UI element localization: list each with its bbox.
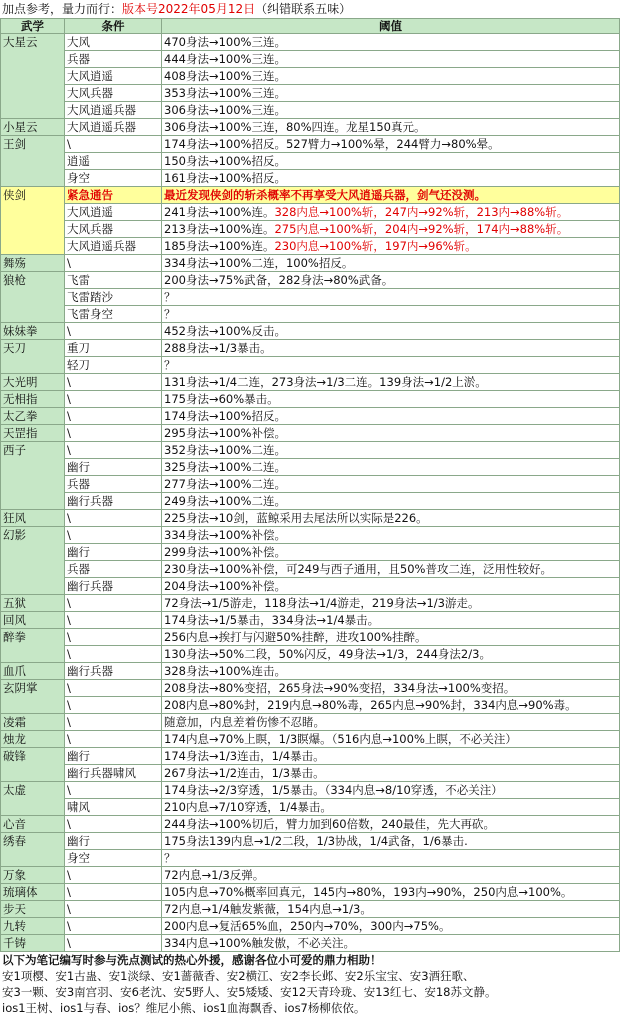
tiaojian-cell: 大风兵器 bbox=[65, 85, 162, 102]
thanks-line: 安3一颗、安3南宫羽、安6老沈、安5野人、安5矮矮、安12天青玲珑、安13红七、安18苏文静。 bbox=[2, 985, 497, 999]
wuxue-cell: 王剑 bbox=[1, 136, 65, 187]
wuxue-cell: 万象 bbox=[1, 867, 65, 884]
yuzhi-cell: 244身法→100%切后，臂力加到60倍数，240最佳，先大再砍。 bbox=[162, 816, 620, 833]
wuxue-cell: 天刀 bbox=[1, 340, 65, 374]
tiaojian-cell: 幽行 bbox=[65, 748, 162, 765]
table-row bbox=[1, 527, 620, 544]
yuzhi-cell: 256内息→挨打与闪避50%挂醉，进攻100%挂醉。 bbox=[162, 629, 620, 646]
thanks-line: ios1王树、ios1与春、ios？维尼小熊、ios1血海飘香、ios7杨柳依依。 bbox=[2, 1001, 366, 1015]
tiaojian-cell: 兵器 bbox=[65, 476, 162, 493]
tiaojian-cell: \ bbox=[65, 323, 162, 340]
wuxue-cell: 五狱 bbox=[1, 595, 65, 612]
table-row bbox=[1, 221, 620, 238]
table-row bbox=[1, 731, 620, 748]
yuzhi-cell bbox=[162, 204, 620, 221]
wuxue-cell: 舞殇 bbox=[1, 255, 65, 272]
tiaojian-cell: 大风逍遥 bbox=[65, 68, 162, 85]
wuxue-cell: 破锋 bbox=[1, 748, 65, 782]
yuzhi-text: 241身法→100%连。 bbox=[164, 205, 275, 219]
tiaojian-cell: \ bbox=[65, 595, 162, 612]
wuxue-cell: 玄阴掌 bbox=[1, 680, 65, 714]
yuzhi-cell: 200身法→75%武备，282身法→80%武备。 bbox=[162, 272, 620, 289]
tiaojian-cell: 大风逍遥兵器 bbox=[65, 102, 162, 119]
yuzhi-cell: 295身法→100%补偿。 bbox=[162, 425, 620, 442]
tiaojian-cell: \ bbox=[65, 255, 162, 272]
wuxue-cell: 回风 bbox=[1, 612, 65, 629]
table-row bbox=[1, 901, 620, 918]
table-row bbox=[1, 459, 620, 476]
tiaojian-cell: 幽行兵器 bbox=[65, 663, 162, 680]
yuzhi-cell: 352身法→100%二连。 bbox=[162, 442, 620, 459]
table-row bbox=[1, 238, 620, 255]
table-row bbox=[1, 425, 620, 442]
yuzhi-cell: 306身法→100%三连。 bbox=[162, 102, 620, 119]
table-body bbox=[1, 34, 620, 952]
table-row bbox=[1, 357, 620, 374]
yuzhi-cell: 72身法→1/5游走，118身法→1/4游走，219身法→1/3游走。 bbox=[162, 595, 620, 612]
tiaojian-cell: \ bbox=[65, 612, 162, 629]
yuzhi-cell: ？ bbox=[162, 306, 620, 323]
tiaojian-cell: 飞雷身空 bbox=[65, 306, 162, 323]
tiaojian-cell: \ bbox=[65, 918, 162, 935]
wuxue-cell: 妹妹拳 bbox=[1, 323, 65, 340]
yuzhi-cell: 210内息→7/10穿透，1/4暴击。 bbox=[162, 799, 620, 816]
wuxue-cell: 大星云 bbox=[1, 34, 65, 119]
yuzhi-cell: 306身法→100%三连，80%四连。龙星150真元。 bbox=[162, 119, 620, 136]
column-header-yuzhi: 阈值 bbox=[162, 19, 620, 34]
table-row bbox=[1, 476, 620, 493]
table-row bbox=[1, 85, 620, 102]
tiaojian-cell: \ bbox=[65, 816, 162, 833]
yuzhi-cell: 随意加，内息差着伤惨不忍睹。 bbox=[162, 714, 620, 731]
tiaojian-cell: 幽行兵器 bbox=[65, 578, 162, 595]
tiaojian-cell: 大风 bbox=[65, 34, 162, 51]
wuxue-cell: 西子 bbox=[1, 442, 65, 510]
tiaojian-cell: 逍遥 bbox=[65, 153, 162, 170]
yuzhi-cell: 325身法→100%二连。 bbox=[162, 459, 620, 476]
wuxue-cell: 烛龙 bbox=[1, 731, 65, 748]
yuzhi-cell: 470身法→100%三连。 bbox=[162, 34, 620, 51]
tiaojian-cell: 啸风 bbox=[65, 799, 162, 816]
wuxue-cell: 醉拳 bbox=[1, 629, 65, 663]
table-row bbox=[1, 102, 620, 119]
tiaojian-cell: 飞雷 bbox=[65, 272, 162, 289]
yuzhi-cell: 175身法→60%暴击。 bbox=[162, 391, 620, 408]
wuxue-cell: 心音 bbox=[1, 816, 65, 833]
table-row bbox=[1, 340, 620, 357]
tiaojian-cell: 大风逍遥兵器 bbox=[65, 238, 162, 255]
yuzhi-cell: 299身法→100%补偿。 bbox=[162, 544, 620, 561]
table-row bbox=[1, 255, 620, 272]
tiaojian-cell: \ bbox=[65, 408, 162, 425]
yuzhi-cell: ？ bbox=[162, 357, 620, 374]
tiaojian-cell: \ bbox=[65, 782, 162, 799]
thanks-section bbox=[0, 952, 619, 1016]
yuzhi-cell: 334身法→100%二连，100%招反。 bbox=[162, 255, 620, 272]
tiaojian-cell: \ bbox=[65, 425, 162, 442]
table-row bbox=[1, 170, 620, 187]
yuzhi-cell: 174身法→1/3连击，1/4暴击。 bbox=[162, 748, 620, 765]
table-row bbox=[1, 578, 620, 595]
yuzhi-cell: 328身法→100%连击。 bbox=[162, 663, 620, 680]
table-row bbox=[1, 612, 620, 629]
tiaojian-cell: \ bbox=[65, 901, 162, 918]
yuzhi-cell: 174身法→100%招反。 bbox=[162, 408, 620, 425]
yuzhi-cell: 249身法→100%二连。 bbox=[162, 493, 620, 510]
tiaojian-cell: \ bbox=[65, 391, 162, 408]
table-row bbox=[1, 544, 620, 561]
column-header-tiaojian: 条件 bbox=[65, 19, 162, 34]
wuxue-cell: 太乙拳 bbox=[1, 408, 65, 425]
table-row bbox=[1, 408, 620, 425]
wuxue-cell: 无相指 bbox=[1, 391, 65, 408]
table-row bbox=[1, 935, 620, 952]
table-row bbox=[1, 187, 620, 204]
table-row bbox=[1, 663, 620, 680]
wuxue-cell: 凌霜 bbox=[1, 714, 65, 731]
tiaojian-cell: 兵器 bbox=[65, 561, 162, 578]
table-row bbox=[1, 782, 620, 799]
table-row bbox=[1, 697, 620, 714]
tiaojian-cell: \ bbox=[65, 935, 162, 952]
table-row bbox=[1, 68, 620, 85]
tiaojian-cell: \ bbox=[65, 697, 162, 714]
table-row bbox=[1, 867, 620, 884]
thanks-line: 安1项樱、安1古蛊、安1淡绿、安1蔷薇香、安2横江、安2李长邺、安2乐宝宝、安3酒狂歌、 bbox=[2, 969, 475, 983]
tiaojian-cell: 幽行 bbox=[65, 544, 162, 561]
tiaojian-cell: \ bbox=[65, 442, 162, 459]
table-row bbox=[1, 204, 620, 221]
yuzhi-cell: 288身法→1/3暴击。 bbox=[162, 340, 620, 357]
tiaojian-cell: 飞雷踏沙 bbox=[65, 289, 162, 306]
table-row bbox=[1, 629, 620, 646]
table-row bbox=[1, 306, 620, 323]
table-row bbox=[1, 289, 620, 306]
yuzhi-cell: 174身法→1/5暴击，334身法→1/4暴击。 bbox=[162, 612, 620, 629]
table-row bbox=[1, 850, 620, 867]
wuxue-cell: 天罡指 bbox=[1, 425, 65, 442]
header-line bbox=[0, 0, 620, 18]
yuzhi-cell bbox=[162, 238, 620, 255]
yuzhi-cell: 72内息→1/3反弹。 bbox=[162, 867, 620, 884]
yuzhi-cell: 225身法→10剑，蓝鲸采用去尾法所以实际是226。 bbox=[162, 510, 620, 527]
version-label: 版本号2022年05月12日 bbox=[122, 2, 256, 16]
tiaojian-cell: 大风逍遥 bbox=[65, 204, 162, 221]
tiaojian-cell: \ bbox=[65, 680, 162, 697]
yuzhi-cell: 174身法→100%招反。527臂力→100%晕，244臂力→80%晕。 bbox=[162, 136, 620, 153]
yuzhi-cell: 161身法→100%招反。 bbox=[162, 170, 620, 187]
wuxue-cell: 太虚 bbox=[1, 782, 65, 816]
yuzhi-text: 185身法→100%连。 bbox=[164, 239, 275, 253]
tiaojian-cell: 幽行兵器啸风 bbox=[65, 765, 162, 782]
tiaojian-cell: 身空 bbox=[65, 170, 162, 187]
table-row bbox=[1, 51, 620, 68]
yuzhi-cell: 175身法139内息→1/2二段，1/3协战，1/4武备，1/6暴击. bbox=[162, 833, 620, 850]
thanks-heading: 以下为笔记编写时参与洗点测试的热心外援，感谢各位小可爱的鼎力相助！ bbox=[2, 953, 382, 967]
yuzhi-cell: 452身法→100%反击。 bbox=[162, 323, 620, 340]
yuzhi-cell: 174内息→70%上瞑，1/3瞑爆。（516内息→100%上瞑，不必关注） bbox=[162, 731, 620, 748]
table-row bbox=[1, 833, 620, 850]
tiaojian-cell: \ bbox=[65, 510, 162, 527]
yuzhi-cell: 105内息→70%概率回真元，145内→80%，193内→90%，250内息→100%。 bbox=[162, 884, 620, 901]
table-row bbox=[1, 561, 620, 578]
column-header-wuxue: 武学 bbox=[1, 19, 65, 34]
table-row bbox=[1, 918, 620, 935]
table-row bbox=[1, 646, 620, 663]
wuxue-cell: 绣春 bbox=[1, 833, 65, 867]
table-row bbox=[1, 799, 620, 816]
wuxue-cell: 千铸 bbox=[1, 935, 65, 952]
yuzhi-cell: 334内息→100%触发傲，不必关注。 bbox=[162, 935, 620, 952]
tiaojian-cell: 兵器 bbox=[65, 51, 162, 68]
yuzhi-cell: 277身法→100%二连。 bbox=[162, 476, 620, 493]
table-row bbox=[1, 119, 620, 136]
yuzhi-cell: ？ bbox=[162, 289, 620, 306]
tiaojian-cell: \ bbox=[65, 714, 162, 731]
yuzhi-cell: ？ bbox=[162, 850, 620, 867]
tiaojian-cell: \ bbox=[65, 629, 162, 646]
tiaojian-cell: \ bbox=[65, 884, 162, 901]
table-row bbox=[1, 748, 620, 765]
tiaojian-cell: 幽行 bbox=[65, 459, 162, 476]
stat-threshold-table bbox=[0, 18, 620, 952]
tiaojian-cell: \ bbox=[65, 374, 162, 391]
tiaojian-cell: 幽行兵器 bbox=[65, 493, 162, 510]
table-row bbox=[1, 34, 620, 51]
table-row bbox=[1, 884, 620, 901]
tiaojian-cell: \ bbox=[65, 527, 162, 544]
tiaojian-cell: 紧急通告 bbox=[65, 187, 162, 204]
table-row bbox=[1, 391, 620, 408]
yuzhi-cell: 267身法→1/2连击，1/3暴击。 bbox=[162, 765, 620, 782]
yuzhi-cell: 334身法→100%补偿。 bbox=[162, 527, 620, 544]
wuxue-cell: 琉璃体 bbox=[1, 884, 65, 901]
wuxue-cell: 狂风 bbox=[1, 510, 65, 527]
yuzhi-cell: 204身法→100%补偿。 bbox=[162, 578, 620, 595]
yuzhi-cell: 408身法→100%三连。 bbox=[162, 68, 620, 85]
wuxue-cell: 幻影 bbox=[1, 527, 65, 595]
yuzhi-red-text: 275内息→100%斩，204内→92%斩，174内→88%斩。 bbox=[274, 222, 569, 236]
yuzhi-cell: 353身法→100%三连。 bbox=[162, 85, 620, 102]
tiaojian-cell: 轻刀 bbox=[65, 357, 162, 374]
table-row bbox=[1, 680, 620, 697]
table-row bbox=[1, 595, 620, 612]
yuzhi-cell: 200内息→复活65%血，250内→70%，300内→75%。 bbox=[162, 918, 620, 935]
table-row bbox=[1, 510, 620, 527]
table-row bbox=[1, 816, 620, 833]
table-row bbox=[1, 493, 620, 510]
wuxue-cell: 大光明 bbox=[1, 374, 65, 391]
tiaojian-cell: \ bbox=[65, 646, 162, 663]
tiaojian-cell: \ bbox=[65, 867, 162, 884]
yuzhi-cell: 最近发现侠剑的斩杀概率不再享受大风逍遥兵器，剑气还没测。 bbox=[162, 187, 620, 204]
table-row bbox=[1, 323, 620, 340]
yuzhi-red-text: 328内息→100%斩，247内→92%斩，213内→88%斩。 bbox=[274, 205, 569, 219]
yuzhi-cell: 150身法→100%招反。 bbox=[162, 153, 620, 170]
table-row bbox=[1, 374, 620, 391]
yuzhi-red-text: 230内息→100%斩，197内→96%斩。 bbox=[274, 239, 477, 253]
wuxue-cell: 狼枪 bbox=[1, 272, 65, 323]
yuzhi-text: 213身法→100%连。 bbox=[164, 222, 275, 236]
yuzhi-cell: 444身法→100%三连。 bbox=[162, 51, 620, 68]
header-prefix: 加点参考，量力而行： bbox=[2, 2, 123, 16]
wuxue-cell: 九转 bbox=[1, 918, 65, 935]
table-row bbox=[1, 272, 620, 289]
tiaojian-cell: 重刀 bbox=[65, 340, 162, 357]
table-row bbox=[1, 136, 620, 153]
wuxue-cell: 小星云 bbox=[1, 119, 65, 136]
tiaojian-cell: 大风兵器 bbox=[65, 221, 162, 238]
wuxue-cell: 步天 bbox=[1, 901, 65, 918]
yuzhi-cell bbox=[162, 221, 620, 238]
yuzhi-cell: 208身法→80%变招，265身法→90%变招，334身法→100%变招。 bbox=[162, 680, 620, 697]
yuzhi-cell: 230身法→100%补偿，可249与西子通用，且50%普攻二连，泛用性较好。 bbox=[162, 561, 620, 578]
tiaojian-cell: 身空 bbox=[65, 850, 162, 867]
yuzhi-cell: 131身法→1/4二连，273身法→1/3二连。139身法→1/2上淤。 bbox=[162, 374, 620, 391]
wuxue-cell: 血爪 bbox=[1, 663, 65, 680]
yuzhi-cell: 208内息→80%封，219内息→80%毒，265内息→90%封，334内息→90%毒。 bbox=[162, 697, 620, 714]
yuzhi-cell: 130身法→50%二段，50%闪反，49身法→1/3，244身法2/3。 bbox=[162, 646, 620, 663]
yuzhi-cell: 174身法→2/3穿透，1/5暴击。（334内息→8/10穿透，不必关注） bbox=[162, 782, 620, 799]
table-row bbox=[1, 442, 620, 459]
table-row bbox=[1, 153, 620, 170]
wuxue-cell: 侠剑 bbox=[1, 187, 65, 255]
table-header-row bbox=[1, 19, 620, 34]
tiaojian-cell: 幽行 bbox=[65, 833, 162, 850]
header-suffix: （纠错联系五味） bbox=[255, 2, 352, 16]
table-row bbox=[1, 714, 620, 731]
tiaojian-cell: 大风逍遥兵器 bbox=[65, 119, 162, 136]
tiaojian-cell: \ bbox=[65, 136, 162, 153]
yuzhi-cell: 72内息→1/4触发紫薇，154内息→1/3。 bbox=[162, 901, 620, 918]
table-row bbox=[1, 765, 620, 782]
tiaojian-cell: \ bbox=[65, 731, 162, 748]
